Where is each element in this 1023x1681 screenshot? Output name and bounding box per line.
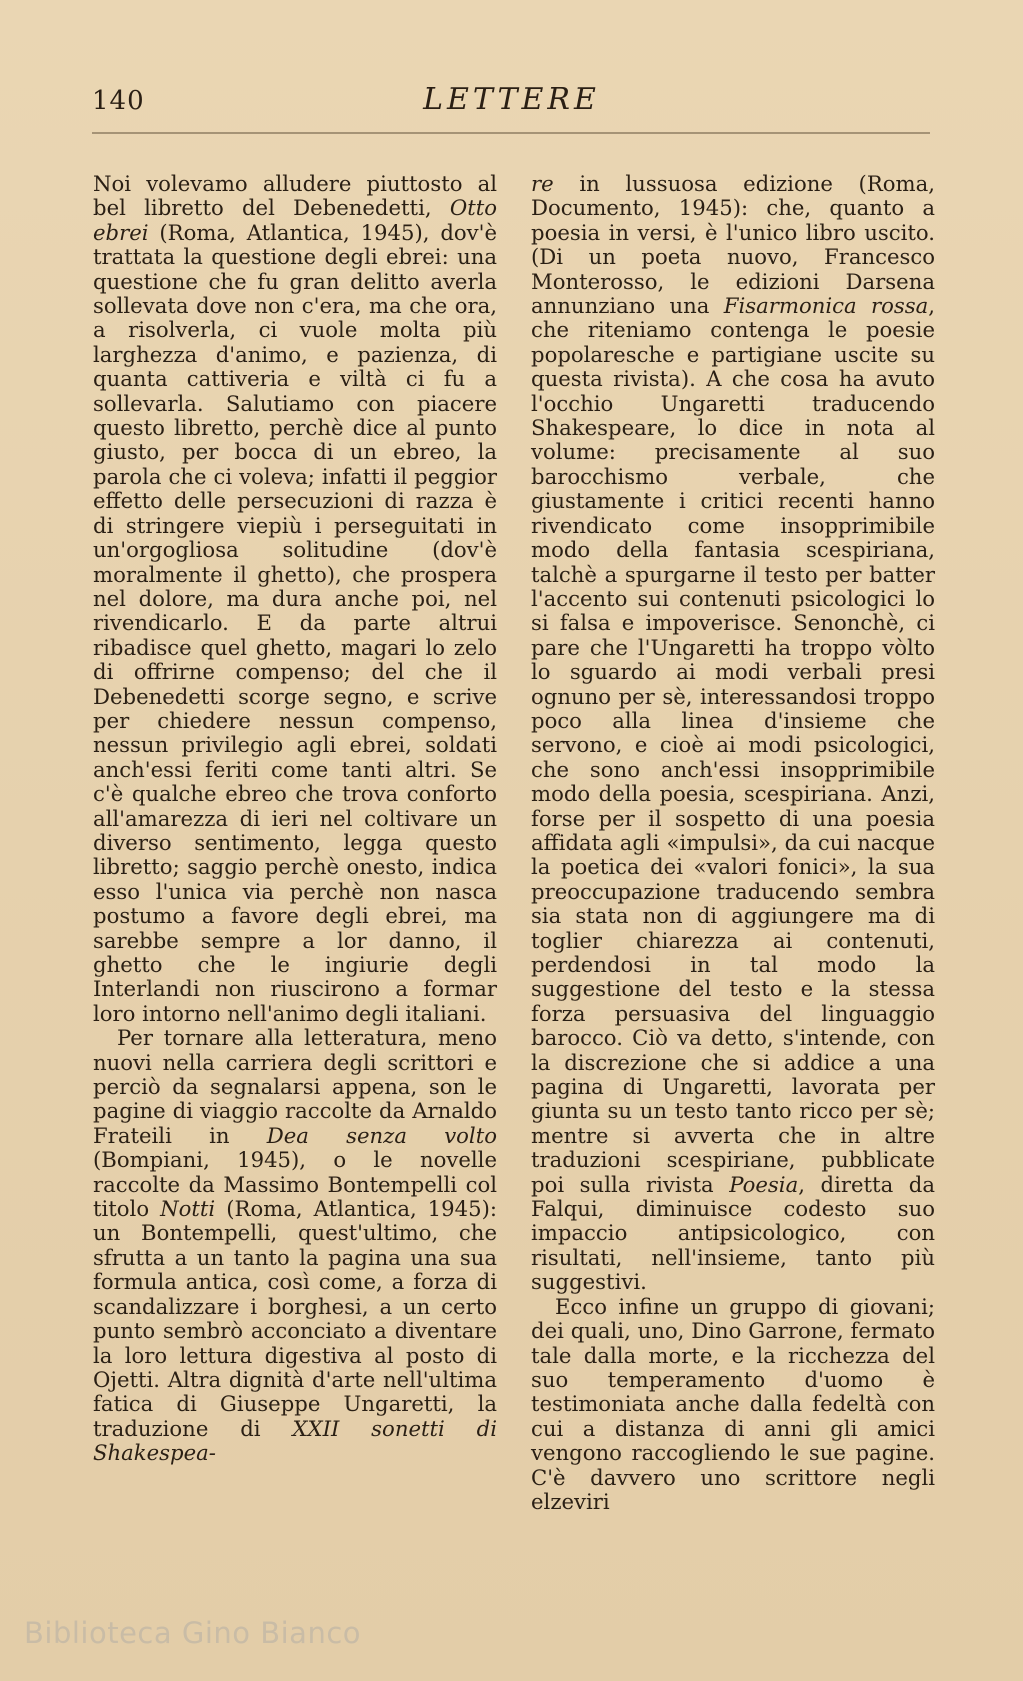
- book-title: XXII sonetti di Shakespea-: [93, 1415, 497, 1466]
- paragraph: Per tornare alla letteratura, meno nuovi nella carriera degli scrittori e perciò da segnalarsi appena, son le pagine di viaggio raccolte da Arnaldo Frateili in Dea senza volto (Bompiani, 1945), o le novelle raccolte da Massimo Bontempelli col titolo Notti (Roma, Atlantica, 1945): un Bontempelli, quest'ultimo, che sfrutta a un tanto la pagina una sua formula antica, così come, a forza di scandalizzare i borghesi, a un certo punto sembrò acconciato a diventare la loro lettura digestiva al posto di Ojetti. Altra dignità d'arte nell'ultima fatica di Giuseppe Ungaretti, la traduzione di XXII sonetti di Shakespea-: [93, 1025, 498, 1466]
- paragraph: Noi volevamo alludere piuttosto al bel libretto del Debenedetti, Otto ebrei (Roma, Atlantica, 1945), dov'è trattata la questione degli ebrei: una questione che fu gran delitto averla sollevata dove non c'era, ma che ora, a risolverla, ci vuole molta più larghezza d'animo, e pazienza, di quanta cattiveria e viltà ci fu a sollevarla. Salutiamo con piacere questo libretto, perchè dice al punto giusto, per bocca di un ebreo, la parola che ci voleva; infatti il peggior effetto delle persecuzioni di razza è di stringere viepiù i perseguitati in un'orgogliosa solitudine (dov'è moralmente il ghetto), che prospera nel dolore, ma dura anche poi, nel rivendicarlo. E da parte altrui ribadisce quel ghetto, magari lo zelo di offrirne compenso; del che il Debenedetti scorge segno, e scrive per chiedere nessun compenso, nessun privilegio agli ebrei, soldati anch'essi feriti come tanti altri. Se c'è qualche ebreo che trova conforto all'amarezza di ieri nel coltivare un diverso sentimento, legga questo libretto; saggio perchè onesto, indica esso l'unica via perchè non nasca postumo a favore degli ebrei, ma sarebbe sempre a lor danno, il ghetto che le ingiurie degli Interlandi non riuscirono a formar loro intorno nell'animo degli italiani.: [93, 171, 497, 1026]
- running-title: LETTERE: [423, 82, 600, 117]
- library-watermark: Biblioteca Gino Bianco: [24, 1616, 362, 1650]
- book-title: Otto ebrei: [93, 195, 497, 245]
- right-column: [531, 172, 935, 1514]
- book-title: Dea senza volto: [266, 1122, 497, 1148]
- book-title: re: [531, 171, 554, 196]
- book-title: Fisarmonica rossa: [723, 293, 929, 319]
- paragraph: re in lussuosa edizione (Roma, Documento, 1945): che, quanto a poesia in versi, è l'unico libro uscito. (Di un poeta nuovo, Francesco Monterosso, le edizioni Darsena annunziano una Fisarmonica rossa, che riteniamo contenga le poesie popolaresche e partigiane uscite su questa rivista). A che cosa ha avuto l'occhio Ungaretti traducendo Shakespeare, lo dice in nota al volume: precisamente al suo barocchismo verbale, che giustamente i critici recenti hanno rivendicato come insopprimibile modo della fantasia scespiriana, talchè a spurgarne il testo per batter l'accento sui contenuti psicologici lo si falsa e impoverisce. Senonchè, ci pare che l'Ungaretti ha troppo vòlto lo sguardo ai modi verbali presi ognuno per sè, interessandosi troppo poco alla linea d'insieme che servono, e cioè ai modi psicologici, che sono anch'essi insopprimibile modo della poesia, scespiriana. Anzi, forse per il sospetto di una poesia affidata agli «impulsi», da cui nacque la poetica dei «valori fonici», la sua preoccupazione traducendo sembra sia stata non di aggiungere ma di toglier chiarezza ai contenuti, perdendosi in tal modo la suggestione del testo e la stessa forza persuasiva del linguaggio barocco. Ciò va detto, s'intende, con la discrezione che si addice a una pagina di Ungaretti, lavorata per giunta su un testo tanto ricco per sè; mentre si avverta che in altre traduzioni scespiriane, pubblicate poi sulla rivista Poesia, diretta da Falqui, diminuisce codesto suo impaccio antipsicologico, con risultati, nell'insieme, tanto più suggestivi.: [531, 171, 935, 1295]
- left-column: [93, 172, 497, 1466]
- book-title: Notti: [160, 1196, 216, 1222]
- journal-title: Poesia: [729, 1171, 799, 1197]
- page-number: 140: [92, 86, 145, 116]
- paragraph: Ecco infine un gruppo di giovani; dei quali, uno, Dino Garrone, fermato tale dalla morte, e la ricchezza del suo temperamento d'uomo è testimoniata anche dalla fedeltà con cui a distanza di anni gli amici vengono raccogliendo le sue pagine. C'è davvero uno scrittore negli elzeviri: [531, 1293, 935, 1514]
- header-rule: [92, 132, 930, 134]
